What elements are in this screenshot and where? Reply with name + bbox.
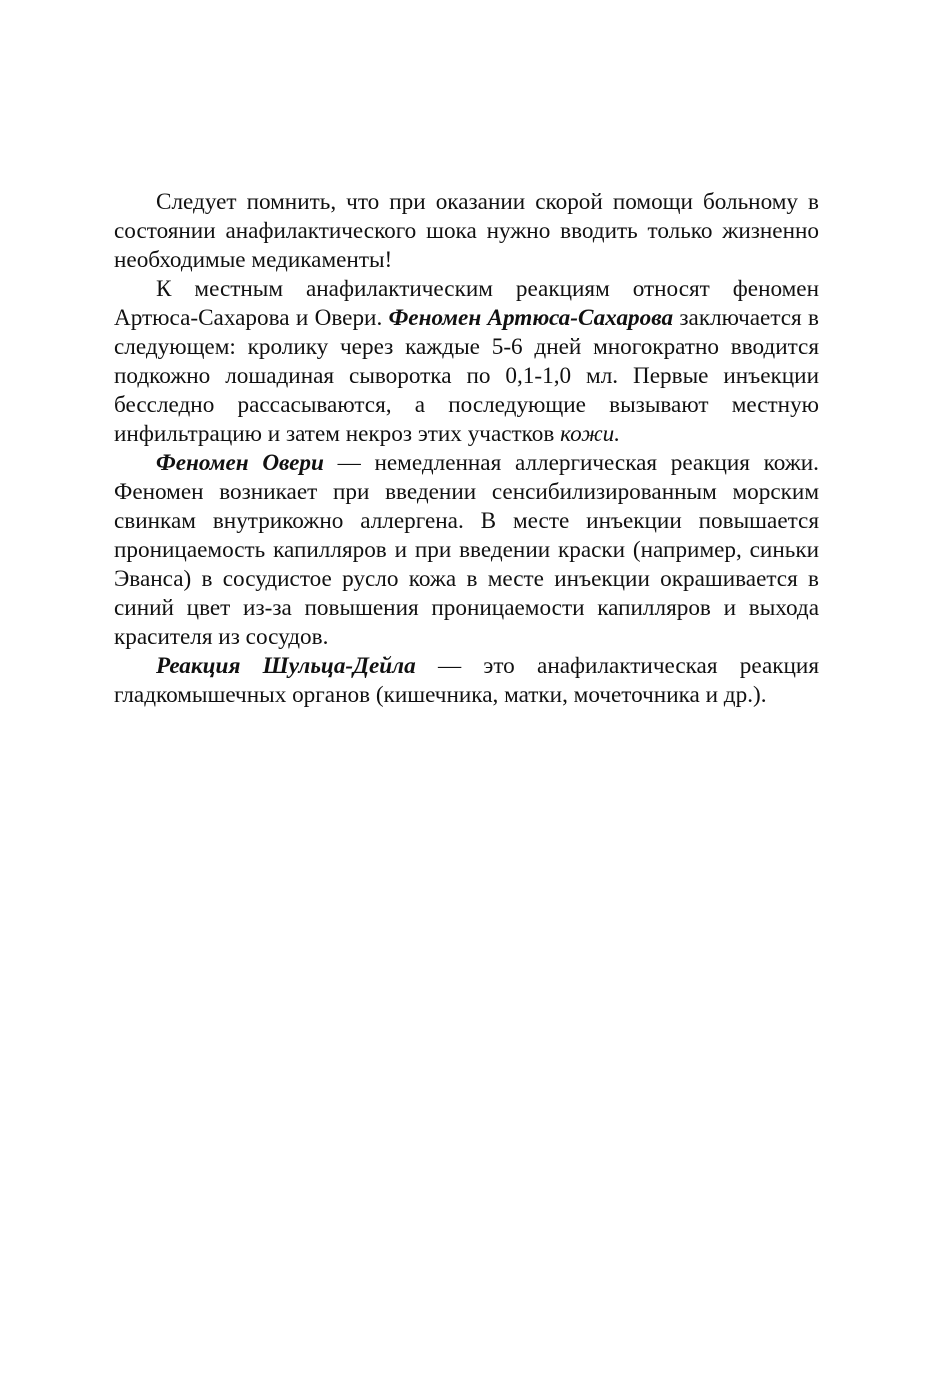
paragraph-text: — немедленная аллергическая реакция кожи. Феномен возникает при введении сенсибилизированным морским свинкам внутрикожно аллергена. В месте инъекции повышается проницаемость капилляров и при введении краски (например, синьки Эванса) в сосудистое русло кожа в месте инъекции окрашивается в синий цвет из-за повышения проницаемости капилляров и выхода красителя из сосудов. [114, 450, 819, 650]
paragraph-text: заключается в следующем: кролику через каждые 5-6 дней многократно вводится подкожно лошадиная сыворотка по 0,1-1,0 мл. Первые инъекции бесследно рассасываются, а последующие вызывают местную инфильтрацию и затем некроз этих участков [114, 305, 819, 447]
document-body [114, 188, 819, 710]
term-overy: Феномен Овери [156, 450, 324, 476]
paragraph-emergency-note [114, 188, 819, 275]
term-schultz-dale: Реакция Шульца-Дейла [156, 653, 416, 679]
paragraph-schultz-dale [114, 652, 819, 710]
paragraph-text: Следует помнить, что при оказании скорой помощи больному в состоянии анафилактического шока нужно вводить только жизненно необходимые медикаменты! [114, 189, 819, 273]
paragraph-local-reactions [114, 275, 819, 449]
italic-word: кожи. [560, 421, 621, 447]
paragraph-text: К местным анафилактическим реакциям относят феномен Артюса-Сахарова и Овери. [114, 276, 819, 331]
paragraph-overy-phenomenon [114, 449, 819, 652]
term-arthus-sakharov: Феномен Артюса-Сахарова [388, 305, 674, 331]
paragraph-text: — это анафилактическая реакция гладкомышечных органов (кишечника, матки, мочеточника и др.). [114, 653, 819, 708]
